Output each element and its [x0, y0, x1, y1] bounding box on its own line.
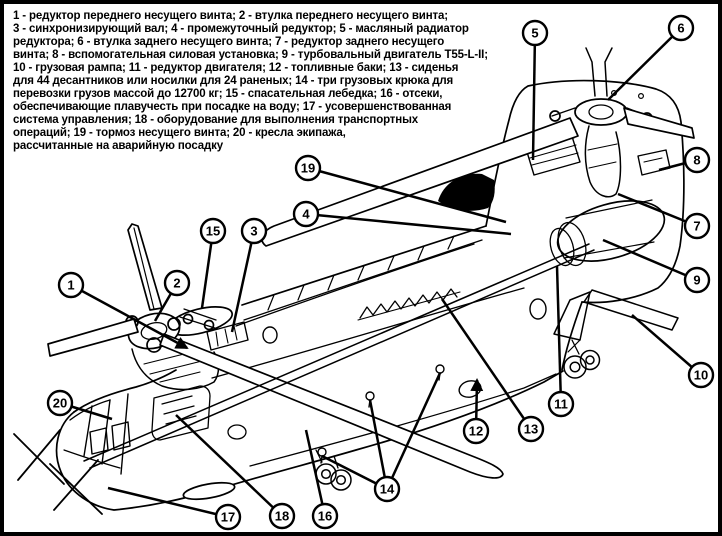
legend-line: 3 - синхронизирующий вал; 4 - промежуточный редуктор; 5 - масляный радиатор: [13, 23, 469, 35]
crew-cabin-equipment: [152, 386, 246, 440]
legend-line: винта; 8 - вспомогательная силовая установка; 9 - турбовальный двигатель Т55-L-II;: [13, 49, 488, 61]
leader-line-3: [232, 231, 254, 332]
leader-line-4: [306, 214, 511, 234]
legend-line: для 44 десантников или носилки для 24 раненых; 14 - три грузовых крюка для: [13, 75, 454, 87]
legend-line: перевозки грузов массой до 12700 кг; 15 - спасательная лебедка; 16 - отсеки,: [13, 88, 443, 100]
callout-number: 19: [300, 160, 316, 176]
legend-line: 10 - грузовая рампа; 11 - редуктор двигателя; 12 - топливные баки; 13 - сиденья: [13, 62, 459, 74]
callout-number: 11: [554, 396, 568, 412]
callout-number: 10: [693, 367, 709, 383]
legend-line: 1 - редуктор переднего несущего винта; 2 - втулка переднего несущего винта;: [13, 10, 448, 22]
leader-line-6: [608, 28, 681, 100]
leader-line-18: [176, 415, 282, 516]
callout-number: 6: [677, 20, 685, 36]
callout-number: 2: [173, 275, 181, 291]
callout-number: 15: [205, 223, 221, 239]
callout-number: 17: [220, 509, 236, 525]
parts-legend: [13, 10, 541, 153]
callout-number: 12: [468, 423, 484, 439]
callout-number: 1: [67, 277, 75, 293]
callout-number: 4: [302, 206, 310, 222]
portholes: [263, 299, 546, 399]
legend-line: редуктора; 6 - втулка заднего несущего винта; 7 - редуктор заднего несущего: [13, 36, 445, 48]
callout-number: 13: [523, 421, 539, 437]
callout-number: 9: [693, 272, 701, 288]
leader-line-10: [632, 315, 701, 375]
blade-edge-lines: [84, 244, 594, 468]
legend-line: рассчитанные на аварийную посадку: [13, 140, 224, 152]
callout-number: 8: [693, 152, 701, 168]
callout-number: 7: [693, 218, 701, 234]
callout-number: 14: [379, 481, 395, 497]
legend-line: операций; 19 - тормоз несущего винта; 20 - кресла экипажа,: [13, 127, 346, 139]
legend-line: обеспечивающие плавучесть при посадке на воду; 17 - усовершенствованная: [13, 101, 452, 113]
callout-number: 5: [531, 25, 539, 41]
callout-number: 3: [250, 223, 258, 239]
callout-number: 18: [274, 508, 290, 524]
callout-number: 20: [52, 395, 68, 411]
leader-line-9: [603, 240, 697, 280]
blade-tip-markers: [14, 430, 102, 514]
legend-line: система управления; 18 - оборудование для выполнения транспортных: [13, 114, 418, 126]
callout-number: 16: [317, 508, 333, 524]
rotor-blades: [48, 108, 694, 502]
cargo-ramp: [554, 290, 678, 352]
